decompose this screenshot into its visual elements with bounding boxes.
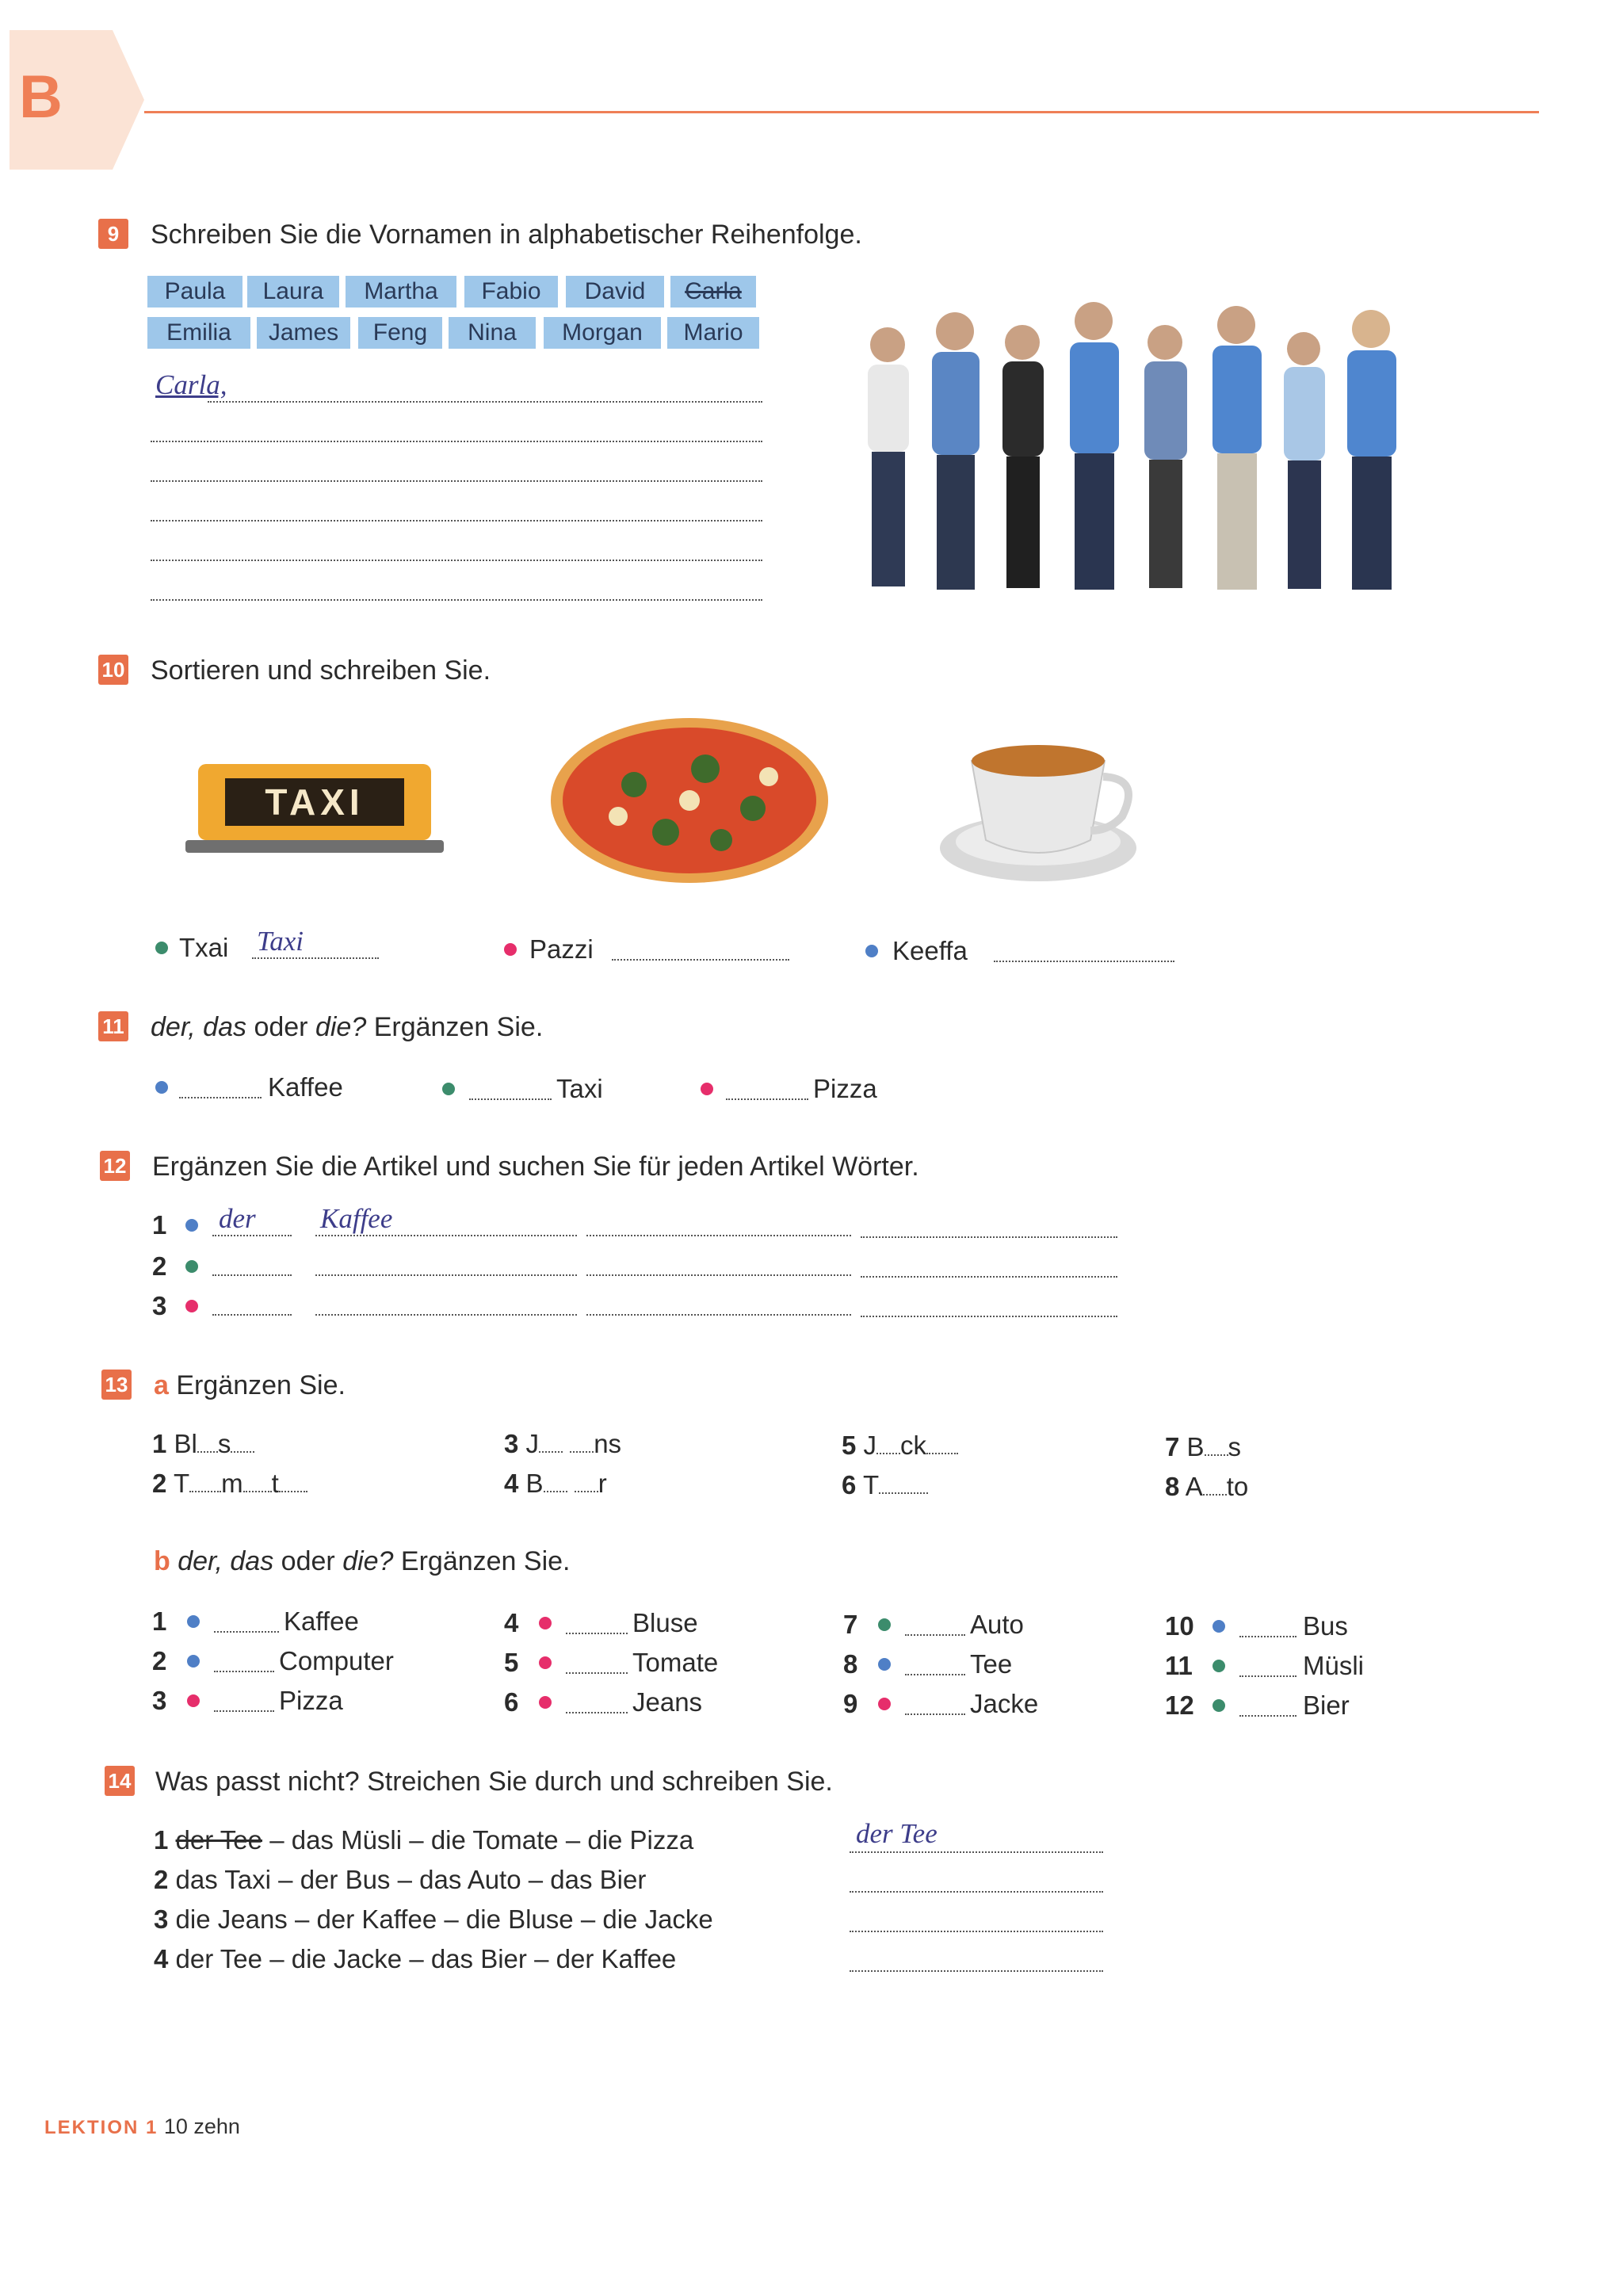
answer-line[interactable] [861, 1236, 1117, 1238]
word-option[interactable]: das Auto [419, 1865, 521, 1894]
answer-line[interactable] [212, 1274, 292, 1276]
separator: – [409, 1944, 424, 1973]
scrambled-word: Keeffa [892, 936, 968, 965]
word-option[interactable]: der Kaffee [316, 1904, 437, 1934]
title-part: der, das [151, 1012, 246, 1042]
name-box-nina: Nina [449, 317, 536, 349]
answer-line[interactable] [905, 1634, 965, 1636]
name-box-paula: Paula [147, 276, 242, 308]
row-number: 2 [152, 1251, 167, 1281]
word-option[interactable]: die Jeans [175, 1904, 288, 1934]
item-number: 11 [1165, 1651, 1193, 1680]
exercise-9-answer: Carla, [155, 369, 227, 400]
answer-line[interactable] [566, 1633, 628, 1634]
blank[interactable] [1203, 1494, 1227, 1496]
answer-line[interactable] [861, 1276, 1117, 1278]
letter: s [217, 1429, 231, 1458]
letter: A [1185, 1472, 1203, 1501]
crossed-word[interactable]: der Tee [175, 1825, 263, 1855]
exercise-number-11: 11 [98, 1011, 128, 1041]
title-part: Ergänzen Sie. [373, 1012, 544, 1042]
item-number: 12 [1165, 1690, 1194, 1720]
title-text: Ergänzen Sie. [176, 1370, 346, 1400]
name-box-fabio: Fabio [464, 276, 558, 308]
separator: – [565, 1825, 581, 1855]
name-box-david: David [566, 276, 664, 308]
answer-line[interactable] [586, 1274, 851, 1276]
article-dot-green [155, 942, 168, 954]
letter: J [863, 1431, 877, 1460]
article-dot-blue [865, 945, 878, 957]
answer-line[interactable] [208, 401, 762, 403]
title-part: die? [315, 1012, 367, 1042]
letter: ck [900, 1431, 927, 1460]
answer-line[interactable] [850, 1970, 1103, 1972]
item-number: 4 [504, 1608, 519, 1637]
item-number: 8 [843, 1649, 858, 1679]
person-figure [868, 327, 909, 586]
title-part: Ergänzen Sie. [400, 1546, 571, 1576]
separator: – [528, 1865, 544, 1894]
item-number: 6 [842, 1470, 857, 1499]
blank[interactable] [876, 1453, 900, 1454]
answer-line[interactable] [151, 441, 762, 442]
person-figure [932, 312, 980, 590]
blank[interactable] [279, 1491, 307, 1492]
item-number: 1 [152, 1606, 167, 1636]
item-13a-6 [842, 1469, 928, 1501]
word-option[interactable]: das Bier [550, 1865, 647, 1894]
name-box-carla: Carla [670, 276, 756, 308]
letter: ns [594, 1429, 622, 1458]
separator: – [278, 1865, 293, 1894]
person-figure [1144, 325, 1187, 588]
ex14-row-2 [154, 1864, 646, 1896]
title-part: oder [281, 1546, 335, 1576]
answer-line[interactable] [151, 599, 762, 601]
person-figure [1070, 302, 1119, 590]
answer-line[interactable] [214, 1710, 274, 1712]
letter: t [271, 1469, 279, 1498]
separator: – [269, 1944, 285, 1973]
page-number: 10 zehn [163, 2115, 240, 2138]
section-tab [10, 30, 144, 170]
ex14-row-3 [154, 1904, 713, 1935]
letter: B [525, 1469, 544, 1498]
item-13a-7 [1165, 1431, 1241, 1463]
answer-line[interactable] [212, 1235, 292, 1236]
separator: – [294, 1904, 310, 1934]
blank[interactable] [570, 1451, 594, 1453]
separator: – [397, 1865, 412, 1894]
item-13a-8 [1165, 1471, 1248, 1503]
exercise-number-12: 12 [100, 1151, 130, 1181]
noun: Müsli [1303, 1651, 1365, 1680]
page-footer [44, 2115, 240, 2139]
noun: Computer [279, 1646, 394, 1675]
exercise-14-title: Was passt nicht? Streichen Sie durch und schreiben Sie. [155, 1767, 833, 1797]
name-box-mario: Mario [667, 317, 759, 349]
item-13a-5 [842, 1430, 958, 1461]
item-number: 4 [504, 1469, 519, 1498]
taxi-image [185, 761, 444, 856]
blank[interactable] [879, 1492, 928, 1494]
exercise-number-10: 10 [98, 655, 128, 685]
item-number: 6 [504, 1687, 519, 1717]
title-part: die? [342, 1546, 394, 1576]
answer-line[interactable] [905, 1674, 965, 1675]
article-dot-green [185, 1260, 198, 1273]
item-number: 5 [504, 1648, 519, 1677]
noun: Bluse [632, 1608, 698, 1637]
noun: Jeans [632, 1687, 703, 1717]
letter: to [1226, 1472, 1249, 1501]
coffee-cup-image [935, 729, 1149, 896]
separator: – [269, 1825, 285, 1855]
answer-line[interactable] [566, 1672, 628, 1674]
noun: Taxi [556, 1074, 603, 1103]
title-part: der, das [178, 1546, 274, 1576]
letter: r [598, 1469, 607, 1498]
item-number: 1 [154, 1825, 169, 1855]
row-number: 3 [152, 1291, 167, 1320]
noun: Bus [1303, 1611, 1348, 1641]
title-part: oder [254, 1012, 308, 1042]
noun: Auto [970, 1610, 1024, 1639]
article-dot-pink [701, 1083, 713, 1095]
answer-line[interactable] [252, 957, 379, 959]
letter: Bl [174, 1429, 197, 1458]
answer-line[interactable] [994, 961, 1174, 962]
separator: – [580, 1904, 596, 1934]
item-number: 2 [152, 1646, 167, 1675]
word-option[interactable]: die Bluse [465, 1904, 574, 1934]
article-dot-pink [878, 1698, 891, 1710]
noun: Tee [970, 1649, 1013, 1679]
letter: m [221, 1469, 243, 1498]
article-dot-pink [504, 943, 517, 956]
article-dot-blue [185, 1219, 198, 1232]
exercise-number-14: 14 [105, 1766, 135, 1796]
blank[interactable] [926, 1453, 958, 1454]
article-dot-green [1212, 1699, 1225, 1712]
answer-word: der Tee [856, 1818, 938, 1849]
exercise-number-9: 9 [98, 219, 128, 249]
person-figure [1212, 306, 1262, 590]
article-dot-pink [539, 1696, 552, 1709]
article-dot-pink [185, 1300, 198, 1312]
article-dot-pink [539, 1656, 552, 1669]
item-13a-2 [152, 1468, 307, 1499]
person-figure [1284, 332, 1325, 589]
article-answer: der [219, 1203, 256, 1234]
answer-line[interactable] [861, 1316, 1117, 1317]
word-option[interactable]: das Taxi [175, 1865, 271, 1894]
noun: Tomate [632, 1648, 719, 1677]
name-box-martha: Martha [346, 276, 456, 308]
people-photo [824, 285, 1419, 618]
item-number: 10 [1165, 1611, 1194, 1641]
blank[interactable] [197, 1451, 218, 1453]
exercise-9-title: Schreiben Sie die Vornamen in alphabetischer Reihenfolge. [151, 220, 862, 250]
answer-line[interactable] [151, 520, 762, 521]
answer-line[interactable] [586, 1314, 851, 1316]
item-number: 2 [152, 1469, 167, 1498]
taxi-sign-base [185, 840, 444, 853]
article-dot-green [442, 1083, 455, 1095]
name-box-morgan: Morgan [544, 317, 661, 349]
blank[interactable] [189, 1491, 221, 1492]
answer-line[interactable] [315, 1235, 577, 1236]
article-dot-green [878, 1618, 891, 1631]
row-number: 1 [152, 1210, 167, 1240]
answer-word: Taxi [257, 926, 304, 957]
noun: Pizza [279, 1686, 343, 1715]
name-box-emilia: Emilia [147, 317, 250, 349]
article-dot-blue [187, 1615, 200, 1628]
answer-line[interactable] [1239, 1636, 1296, 1637]
scrambled-word: Pazzi [529, 934, 594, 964]
answer-line[interactable] [726, 1098, 808, 1100]
item-number: 2 [154, 1865, 169, 1894]
article-dot-blue [1212, 1620, 1225, 1633]
letter: T [173, 1469, 190, 1498]
word-option[interactable]: das Müsli [291, 1825, 403, 1855]
answer-line[interactable] [315, 1314, 577, 1316]
answer-line[interactable] [905, 1713, 965, 1715]
separator: – [409, 1825, 424, 1855]
item-number: 3 [154, 1904, 169, 1934]
lektion-label: LEKTION 1 [44, 2117, 158, 2138]
answer-line[interactable] [151, 480, 762, 482]
word-option[interactable]: die Tomate [430, 1825, 559, 1855]
person-figure [1002, 325, 1044, 588]
answer-line[interactable] [469, 1098, 552, 1100]
ex14-row-1 [154, 1824, 693, 1856]
answer-line[interactable] [1239, 1675, 1296, 1677]
item-number: 9 [843, 1689, 858, 1718]
person-figure [1347, 310, 1396, 590]
item-13a-3 [504, 1428, 621, 1460]
article-dot-blue [187, 1655, 200, 1668]
item-number: 7 [843, 1610, 858, 1639]
noun: Kaffee [284, 1606, 359, 1636]
exercise-13a-title [154, 1370, 346, 1401]
answer-line[interactable] [850, 1851, 1103, 1853]
blank[interactable] [243, 1491, 272, 1492]
exercise-10-title: Sortieren und schreiben Sie. [151, 655, 491, 686]
answer-line[interactable] [566, 1712, 628, 1713]
scrambled-word: Txai [179, 933, 229, 962]
sub-label: b [154, 1546, 170, 1576]
item-number: 3 [504, 1429, 519, 1458]
exercise-13b-title [154, 1545, 571, 1577]
answer-line[interactable] [612, 959, 789, 961]
letter: J [525, 1429, 540, 1458]
answer-line[interactable] [179, 1097, 262, 1098]
item-number: 8 [1165, 1472, 1180, 1501]
section-letter: B [19, 63, 63, 131]
word-option[interactable]: die Jacke [291, 1944, 403, 1973]
blank[interactable] [539, 1451, 563, 1453]
word-answer: Kaffee [320, 1203, 393, 1234]
name-box-feng: Feng [358, 317, 442, 349]
word-option[interactable]: der Bus [300, 1865, 391, 1894]
article-dot-blue [155, 1081, 168, 1094]
pizza-image [547, 713, 832, 888]
answer-line[interactable] [214, 1671, 274, 1672]
noun: Jacke [970, 1689, 1039, 1718]
blank[interactable] [231, 1451, 254, 1453]
answer-line[interactable] [850, 1931, 1103, 1932]
ex14-row-4 [154, 1943, 676, 1975]
answer-line[interactable] [315, 1274, 577, 1276]
header-rule [144, 111, 1539, 113]
letter: s [1228, 1432, 1242, 1461]
item-number: 1 [152, 1429, 167, 1458]
answer-line[interactable] [586, 1235, 851, 1236]
separator: – [534, 1944, 549, 1973]
answer-line[interactable] [212, 1314, 292, 1316]
letter: B [1186, 1432, 1205, 1461]
exercise-11-title [151, 1011, 543, 1043]
answer-line[interactable] [214, 1631, 279, 1633]
word-option[interactable]: das Bier [430, 1944, 527, 1973]
taxi-sign-label: TAXI [225, 778, 404, 826]
noun: Pizza [813, 1074, 877, 1103]
noun: Bier [1303, 1690, 1350, 1720]
blank[interactable] [575, 1491, 598, 1492]
article-dot-pink [187, 1694, 200, 1707]
item-number: 3 [152, 1686, 167, 1715]
word-option[interactable]: der Tee [175, 1944, 263, 1973]
item-number: 5 [842, 1431, 857, 1460]
answer-line[interactable] [850, 1891, 1103, 1893]
noun: Kaffee [268, 1072, 343, 1102]
blank[interactable] [544, 1491, 567, 1492]
item-number: 4 [154, 1944, 169, 1973]
article-dot-pink [539, 1617, 552, 1629]
answer-line[interactable] [151, 560, 762, 561]
item-number: 7 [1165, 1432, 1180, 1461]
name-box-laura: Laura [247, 276, 339, 308]
word-option[interactable]: die Pizza [587, 1825, 694, 1855]
exercise-number-13: 13 [101, 1370, 132, 1400]
word-option[interactable]: die Jacke [602, 1904, 713, 1934]
article-dot-green [1212, 1660, 1225, 1672]
item-13a-1 [152, 1428, 254, 1460]
name-box-james: James [257, 317, 350, 349]
article-dot-blue [878, 1658, 891, 1671]
blank[interactable] [1205, 1454, 1228, 1456]
answer-line[interactable] [1239, 1715, 1296, 1717]
sub-label: a [154, 1370, 169, 1400]
item-13a-4 [504, 1468, 607, 1499]
separator: – [444, 1904, 459, 1934]
letter: T [862, 1470, 880, 1499]
word-option[interactable]: der Kaffee [556, 1944, 677, 1973]
exercise-12-title: Ergänzen Sie die Artikel und suchen Sie für jeden Artikel Wörter. [152, 1152, 919, 1182]
